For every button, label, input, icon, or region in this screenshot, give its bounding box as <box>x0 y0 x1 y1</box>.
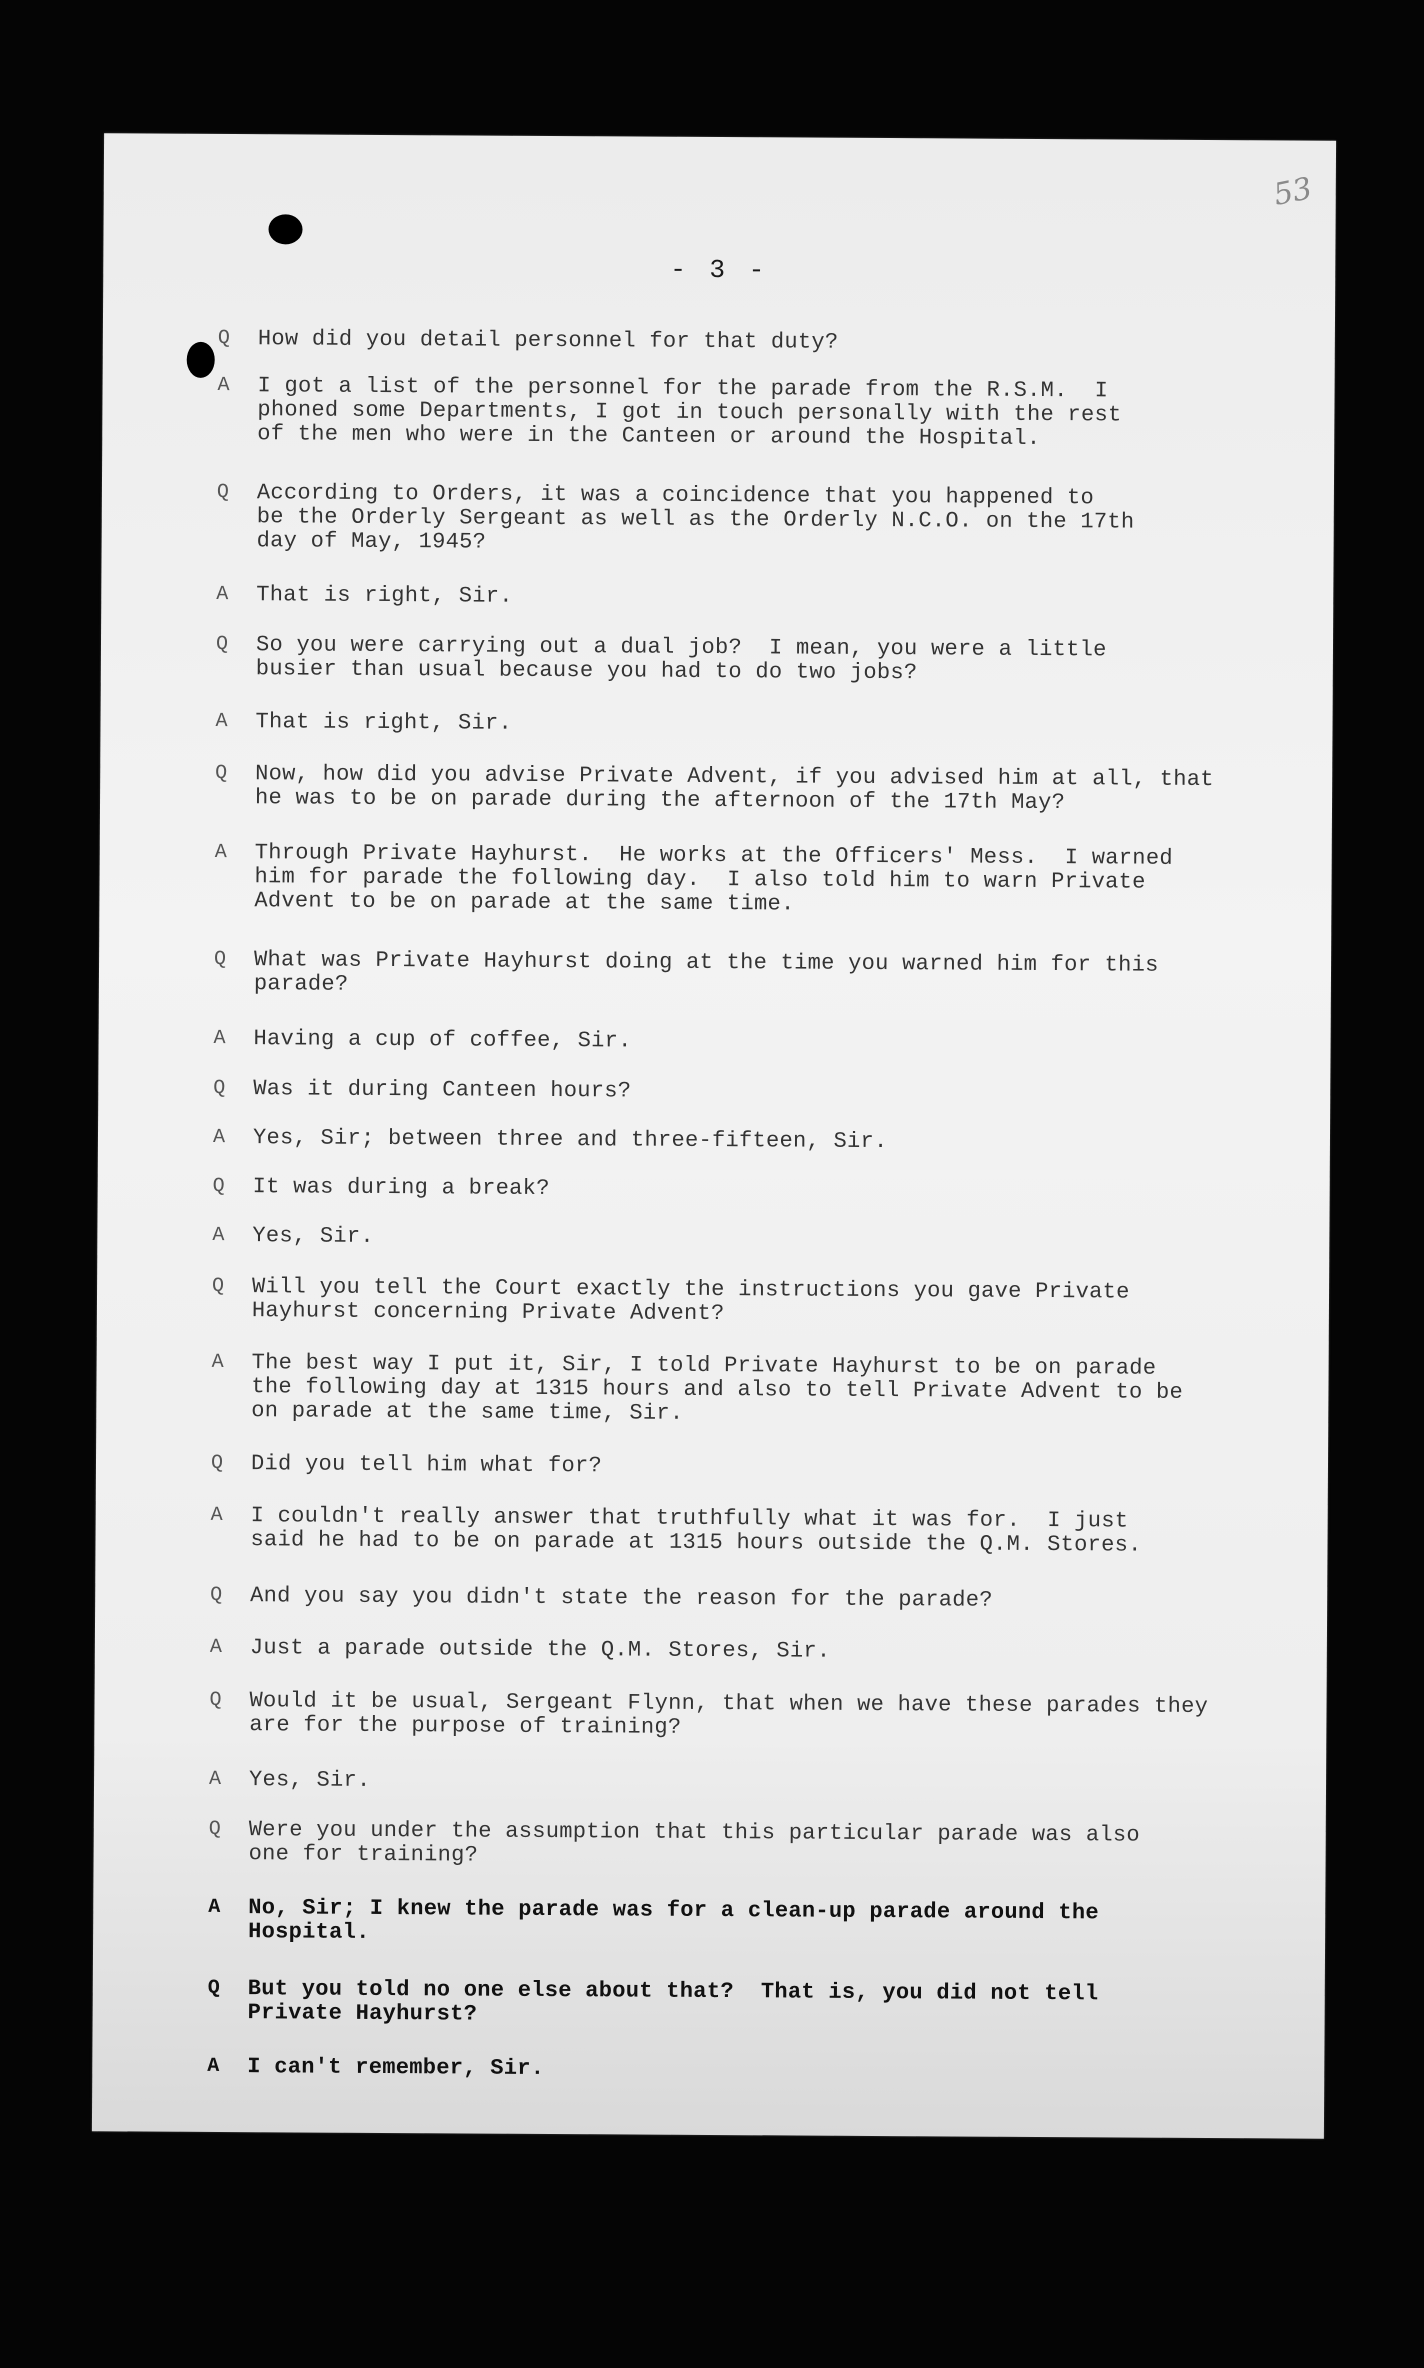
speaker-label: Q <box>207 1976 220 2000</box>
answer-entry <box>92 2054 1324 2081</box>
answer-entry <box>93 1895 1325 1945</box>
entry-text: What was Private Hayhurst doing at the time you warned him for this parade? <box>253 947 1159 997</box>
entry-text: No, Sir; I knew the parade was for a clean-up parade around the Hospital. <box>248 1895 1099 1945</box>
question-entry <box>103 326 1335 355</box>
speaker-label: Q <box>212 1274 225 1299</box>
question-entry <box>94 1817 1326 1868</box>
handwritten-page-mark: 53 <box>1270 171 1315 214</box>
speaker-label: Q <box>210 1451 224 1476</box>
entry-text: Would it be usual, Sergeant Flynn, that when we have these parades they are for the purpose of training? <box>249 1688 1209 1740</box>
answer-entry <box>101 709 1333 736</box>
entry-text: Yes, Sir. <box>248 1767 371 1793</box>
question-entry <box>100 761 1332 816</box>
question-entry <box>95 1583 1327 1613</box>
entry-text: And you say you didn't state the reason for the parade? <box>250 1583 993 1613</box>
speaker-label: Q <box>216 480 230 505</box>
entry-text: How did you detail personnel for that duty? <box>257 326 839 355</box>
entry-text: According to Orders, it was a coincidence that you happened to be the Orderly Sergeant as well as the Orderly N.C.O. on the 17th day of May, 1945? <box>256 480 1135 555</box>
answer-entry <box>96 1503 1328 1558</box>
entry-text: Yes, Sir; between three and three-fifteen, Sir. <box>252 1125 888 1155</box>
speaker-label: A <box>214 840 227 865</box>
entry-text: Were you under the assumption that this particular parade was also one for training? <box>248 1817 1140 1868</box>
entry-text: The best way I put it, Sir, I told Private Hayhurst to be on parade the following day at 1315 hours and also to tell Private Advent to be on parade at the same time, Sir. <box>251 1350 1184 1426</box>
answer-entry <box>103 373 1335 451</box>
speaker-label: Q <box>208 1817 221 1841</box>
answer-entry <box>97 1350 1329 1426</box>
entry-text: Was it during Canteen hours? <box>253 1076 632 1104</box>
speaker-label: A <box>212 1125 226 1150</box>
entry-text: Through Private Hayhurst. He works at the Officers' Mess. I warned him for parade the following day. I also told him to warn Private Advent to be on parade at the same time. <box>254 840 1173 917</box>
question-entry <box>101 632 1333 686</box>
speaker-label: Q <box>210 1583 223 1608</box>
speaker-label: Q <box>212 1174 225 1199</box>
answer-entry <box>97 1223 1329 1249</box>
entry-text: I couldn't really answer that truthfully what it was for. I just said he had to be on parade at 1315 hours outside the Q.M. Stores. <box>250 1503 1142 1558</box>
speaker-label: A <box>211 1350 224 1375</box>
entry-text: Will you tell the Court exactly the instructions you gave Private Hayhurst concerning Private Advent? <box>251 1274 1130 1327</box>
answer-entry <box>94 1767 1326 1793</box>
question-entry <box>99 947 1331 997</box>
question-entry <box>98 1076 1330 1104</box>
question-entry <box>98 1174 1330 1201</box>
speaker-label: A <box>213 1026 226 1051</box>
question-entry <box>102 480 1334 555</box>
speaker-label: Q <box>213 1076 226 1101</box>
speaker-label: A <box>210 1503 223 1528</box>
answer-entry <box>99 1026 1331 1054</box>
document-page <box>92 133 1336 2138</box>
entry-text: Now, how did you advise Private Advent, if you advised him at all, that he was to be on parade during the afternoon of the 17th May? <box>254 761 1214 816</box>
entry-text: That is right, Sir. <box>256 582 513 609</box>
speaker-label: Q <box>213 947 227 972</box>
entry-text: So you were carrying out a dual job? I mean, you were a little busier than usual because you had to do two jobs? <box>255 632 1107 686</box>
speaker-label: A <box>217 373 230 398</box>
speaker-label: Q <box>215 761 228 786</box>
entry-text: I can't remember, Sir. <box>247 2054 545 2081</box>
entry-text: Just a parade outside the Q.M. Stores, Sir. <box>249 1635 831 1664</box>
entry-text: Yes, Sir. <box>252 1223 374 1249</box>
punch-hole <box>187 342 215 378</box>
entry-text: Having a cup of coffee, Sir. <box>253 1026 632 1054</box>
answer-entry <box>100 840 1332 917</box>
speaker-label: Q <box>209 1688 222 1713</box>
answer-entry <box>95 1635 1327 1664</box>
entry-text: But you told no one else about that? That is, you did not tell Private Hayhurst? <box>247 1976 1099 2027</box>
question-entry <box>96 1451 1328 1479</box>
answer-entry <box>98 1125 1330 1155</box>
entry-text: It was during a break? <box>252 1174 550 1201</box>
speaker-label: Q <box>217 326 230 351</box>
speaker-label: A <box>207 2054 220 2078</box>
entry-text: That is right, Sir. <box>255 709 513 736</box>
answer-entry <box>101 582 1333 609</box>
speaker-label: A <box>208 1895 221 1919</box>
speaker-label: A <box>212 1223 225 1248</box>
speaker-label: A <box>209 1635 222 1660</box>
entry-text: Did you tell him what for? <box>250 1451 603 1479</box>
question-entry <box>93 1976 1325 2027</box>
page-number: - 3 - <box>670 254 769 286</box>
question-entry <box>97 1274 1329 1327</box>
speaker-label: A <box>215 709 228 734</box>
question-entry <box>95 1688 1327 1740</box>
entry-text: I got a list of the personnel for the parade from the R.S.M. I phoned some Departments, I got in touch personally with the rest of the men who were in the Canteen or around the Hospital. <box>257 373 1122 451</box>
speaker-label: A <box>216 582 229 607</box>
speaker-label: Q <box>215 632 229 657</box>
punch-hole <box>268 214 302 244</box>
speaker-label: A <box>208 1767 222 1792</box>
